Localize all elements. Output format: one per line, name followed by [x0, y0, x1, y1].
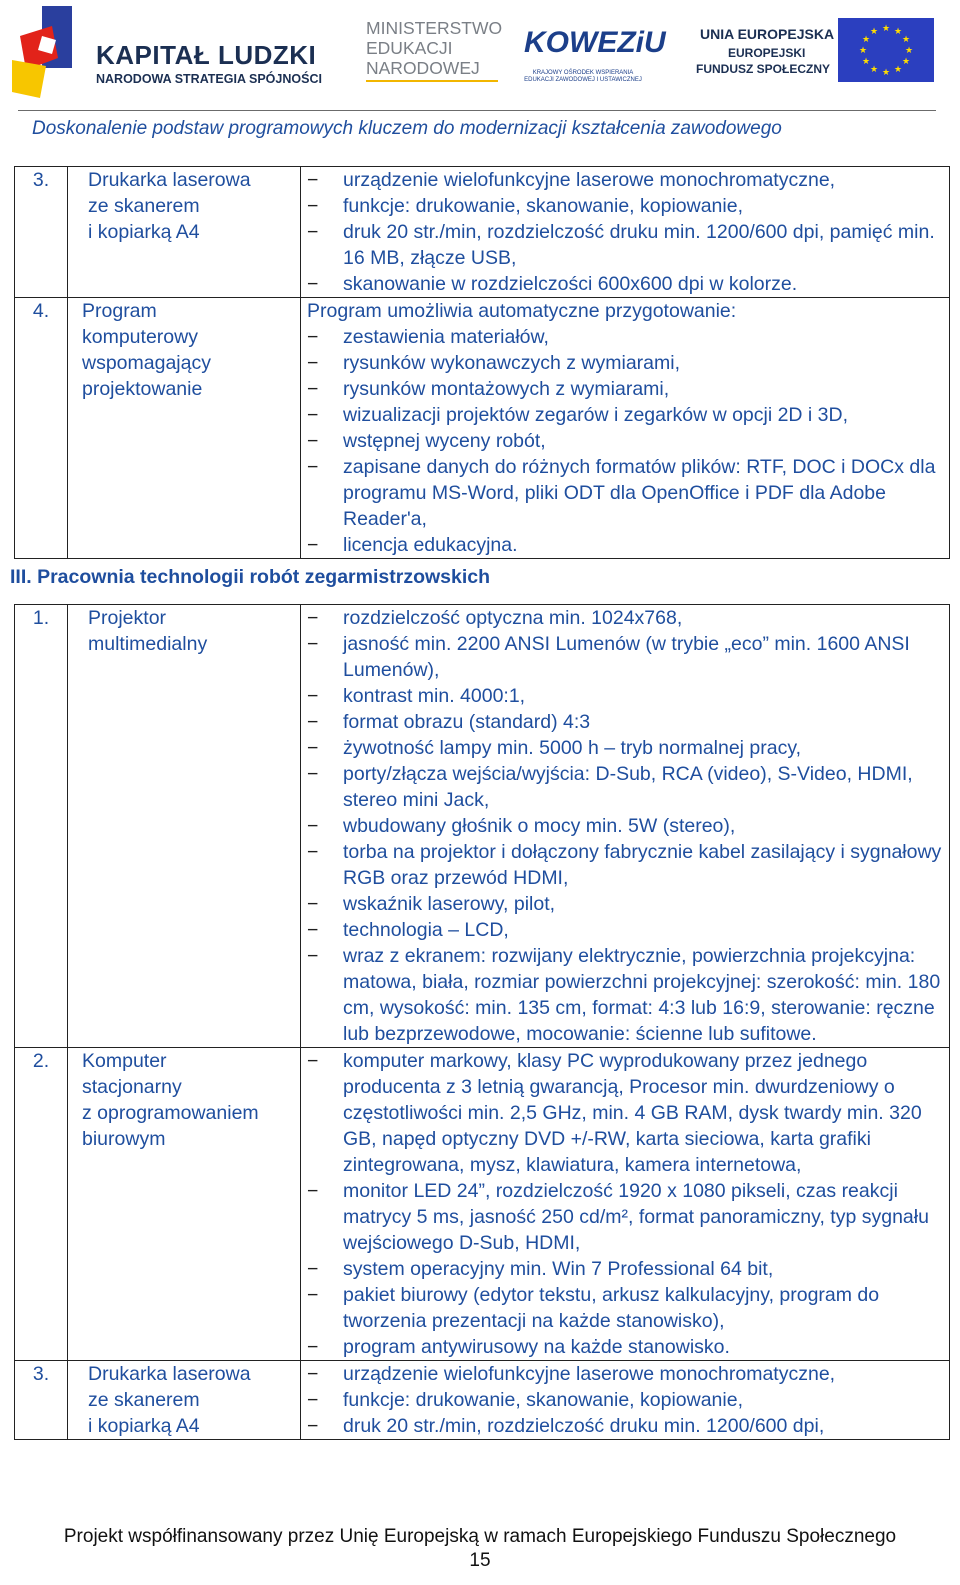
svg-text:★: ★	[881, 68, 891, 78]
spec-list	[301, 167, 949, 297]
spec-item: − druk 20 str./min, rozdzielczość druku min. 1200/600 dpi,	[301, 1413, 949, 1439]
table-row	[15, 1048, 950, 1361]
document-subtitle: Doskonalenie podstaw programowych kluczem do modernizacji kształcenia zawodowego	[32, 118, 782, 139]
table-row	[15, 167, 950, 298]
svg-text:★: ★	[901, 57, 911, 67]
spec-item: − rozdzielczość optyczna min. 1024x768,	[301, 605, 949, 631]
spec-item: − komputer markowy, klasy PC wyprodukowany przez jednego producenta z 3 letnią gwarancją, Procesor min. dwurdzeniowy o częstotliwości min. 2,5 GHz, min. 4 GB RAM, dysk twardy min. 320 GB, napęd optyczny DVD +/-RW, karta sieciowa, karta grafiki zintegrowana, mysz, klawiatura, kamera internetowa,	[301, 1048, 949, 1178]
equipment-name	[68, 167, 300, 245]
spec-item: − porty/złącza wejścia/wyjścia: D-Sub, RCA (video), S-Video, HDMI, stereo mini Jack,	[301, 761, 949, 813]
spec-item: − skanowanie w rozdzielczości 600x600 dpi w kolorze.	[301, 271, 949, 297]
spec-item: − urządzenie wielofunkcyjne laserowe monochromatyczne,	[301, 1361, 949, 1387]
equipment-name-line: Drukarka laserowa	[88, 169, 251, 191]
equipment-name	[68, 298, 300, 402]
equipment-name-line: komputerowy	[82, 326, 198, 348]
eu-flag-icon	[838, 18, 934, 82]
eu-logo	[696, 18, 940, 88]
spec-list	[301, 324, 949, 558]
spec-item: − licencja edukacyjna.	[301, 532, 949, 558]
kapital-ludzki-emblem-icon	[12, 6, 88, 102]
equipment-spec-cell	[301, 298, 950, 559]
spec-list	[301, 1048, 949, 1360]
spec-item: − zapisane danych do różnych formatów plików: RTF, DOC i DOCx dla programu MS-Word, pliki ODT dla OpenOffice i PDF dla Adobe Reader'a,	[301, 454, 949, 532]
kapital-ludzki-logo	[12, 6, 322, 106]
spec-item: − funkcje: drukowanie, skanowanie, kopiowanie,	[301, 1387, 949, 1413]
svg-text:★: ★	[893, 65, 903, 75]
equipment-spec-cell	[301, 167, 950, 298]
equipment-name	[68, 605, 300, 657]
spec-item: − format obrazu (standard) 4:3	[301, 709, 949, 735]
equipment-name	[68, 1048, 300, 1152]
equipment-table-top	[14, 166, 950, 559]
section-heading: III. Pracownia technologii robót zegarmistrzowskich	[10, 566, 491, 588]
row-number: 4.	[15, 298, 68, 559]
spec-item: − system operacyjny min. Win 7 Professional 64 bit,	[301, 1256, 949, 1282]
kapital-ludzki-title: KAPITAŁ LUDZKI	[96, 40, 317, 70]
koweziu-logo	[524, 18, 666, 83]
men-logo-line: NARODOWEJ	[366, 58, 480, 78]
equipment-name-cell	[68, 298, 301, 559]
equipment-spec-cell	[301, 1361, 950, 1440]
spec-item: − wraz z ekranem: rozwijany elektrycznie, powierzchnia projekcyjna: matowa, biała, rozmiar powierzchni projekcyjnej: szerokość: min. 180 cm, wysokość: min. 135 cm, format: 4:3 lub 16:9, sterowanie: ręczne lub bezprzewodowe, mocowanie: ścienne lub sufitowe.	[301, 943, 949, 1047]
svg-text:★: ★	[869, 27, 879, 37]
men-logo-line: MINISTERSTWO	[366, 18, 503, 38]
header-divider	[18, 110, 936, 111]
row-number: 2.	[15, 1048, 68, 1361]
equipment-name-line: i kopiarką A4	[88, 221, 200, 243]
eu-logo-line3: FUNDUSZ SPOŁECZNY	[696, 62, 831, 76]
eu-logo-line1: UNIA EUROPEJSKA	[700, 26, 835, 42]
table-row	[15, 1361, 950, 1440]
equipment-name-line: Program	[82, 300, 157, 322]
page-number: 15	[469, 1550, 491, 1571]
row-number: 3.	[15, 167, 68, 298]
svg-text:★: ★	[904, 46, 914, 56]
equipment-name-cell	[68, 605, 301, 1048]
men-logo-underline	[366, 80, 498, 82]
spec-item: − funkcje: drukowanie, skanowanie, kopiowanie,	[301, 193, 949, 219]
equipment-name-line: ze skanerem	[88, 1389, 200, 1411]
koweziu-title: KOWEZiU	[524, 26, 666, 59]
spec-item: − wskaźnik laserowy, pilot,	[301, 891, 949, 917]
eu-logo-line2: EUROPEJSKI	[728, 46, 806, 60]
spec-item: − rysunków wykonawczych z wymiarami,	[301, 350, 949, 376]
spec-item: − program antywirusowy na każde stanowisko.	[301, 1334, 949, 1360]
spec-item: − wizualizacji projektów zegarów i zegarków w opcji 2D i 3D,	[301, 402, 949, 428]
spec-item: − jasność min. 2200 ANSI Lumenów (w trybie „eco” min. 1600 ANSI Lumenów),	[301, 631, 949, 683]
equipment-name-line: wspomagający	[82, 352, 211, 374]
spec-item: − druk 20 str./min, rozdzielczość druku min. 1200/600 dpi, pamięć min. 16 MB, złącze USB,	[301, 219, 949, 271]
spec-item: − torba na projektor i dołączony fabrycznie kabel zasilający i sygnałowy RGB oraz przewód HDMI,	[301, 839, 949, 891]
spec-item: − żywotność lampy min. 5000 h – tryb normalnej pracy,	[301, 735, 949, 761]
kapital-ludzki-subtitle: NARODOWA STRATEGIA SPÓJNOŚCI	[96, 72, 322, 86]
equipment-name-cell	[68, 167, 301, 298]
svg-text:★: ★	[881, 24, 891, 34]
spec-item: − kontrast min. 4000:1,	[301, 683, 949, 709]
spec-list	[301, 1361, 949, 1439]
svg-text:★: ★	[901, 35, 911, 45]
spec-item: − monitor LED 24”, rozdzielczość 1920 x 1080 pikseli, czas reakcji matrycy 5 ms, jasność 250 cd/m², format panoramiczny, typ sygnału wejściowego D-Sub, HDMI,	[301, 1178, 949, 1256]
table-row	[15, 298, 950, 559]
equipment-name-line: multimedialny	[88, 633, 208, 655]
spec-item: − wbudowany głośnik o mocy min. 5W (stereo),	[301, 813, 949, 839]
equipment-name-line: projektowanie	[82, 378, 203, 400]
men-logo	[366, 18, 506, 82]
equipment-name	[68, 1361, 300, 1439]
equipment-name-line: Projektor	[88, 607, 167, 629]
spec-intro: Program umożliwia automatyczne przygotowanie:	[307, 300, 737, 322]
spec-item: − pakiet biurowy (edytor tekstu, arkusz kalkulacyjny, program do tworzenia prezentacji na każde stanowisko),	[301, 1282, 949, 1334]
equipment-name-cell	[68, 1048, 301, 1361]
table-row	[15, 605, 950, 1048]
equipment-name-line: stacjonarny	[82, 1076, 182, 1098]
svg-text:★: ★	[861, 57, 871, 67]
spec-item: − urządzenie wielofunkcyjne laserowe monochromatyczne,	[301, 167, 949, 193]
page-header	[0, 0, 960, 139]
equipment-name-line: ze skanerem	[88, 195, 200, 217]
equipment-spec-cell	[301, 605, 950, 1048]
equipment-name-line: z oprogramowaniem	[82, 1102, 259, 1124]
koweziu-subtitle: KRAJOWY OŚRODEK WSPIERANIA EDUKACJI ZAWODOWEJ I USTAWICZNEJ	[524, 70, 642, 83]
equipment-table-bottom	[14, 604, 950, 1440]
equipment-name-line: i kopiarką A4	[88, 1415, 200, 1437]
svg-text:★: ★	[869, 65, 879, 75]
equipment-spec-cell	[301, 1048, 950, 1361]
spec-item: − zestawienia materiałów,	[301, 324, 949, 350]
equipment-name-line: Komputer	[82, 1050, 167, 1072]
spec-item: − technologia – LCD,	[301, 917, 949, 943]
row-number: 1.	[15, 605, 68, 1048]
spec-list	[301, 605, 949, 1047]
spec-item: − wstępnej wyceny robót,	[301, 428, 949, 454]
spec-item: − rysunków montażowych z wymiarami,	[301, 376, 949, 402]
svg-text:★: ★	[861, 35, 871, 45]
footer-funding-note: Projekt współfinansowany przez Unię Europejską w ramach Europejskiego Funduszu Społecznego	[63, 1526, 897, 1547]
svg-text:★: ★	[893, 27, 903, 37]
row-number: 3.	[15, 1361, 68, 1440]
men-logo-line: EDUKACJI	[366, 38, 453, 58]
equipment-name-line: Drukarka laserowa	[88, 1363, 251, 1385]
equipment-name-line: biurowym	[82, 1128, 166, 1150]
equipment-name-cell	[68, 1361, 301, 1440]
svg-text:★: ★	[858, 46, 868, 56]
